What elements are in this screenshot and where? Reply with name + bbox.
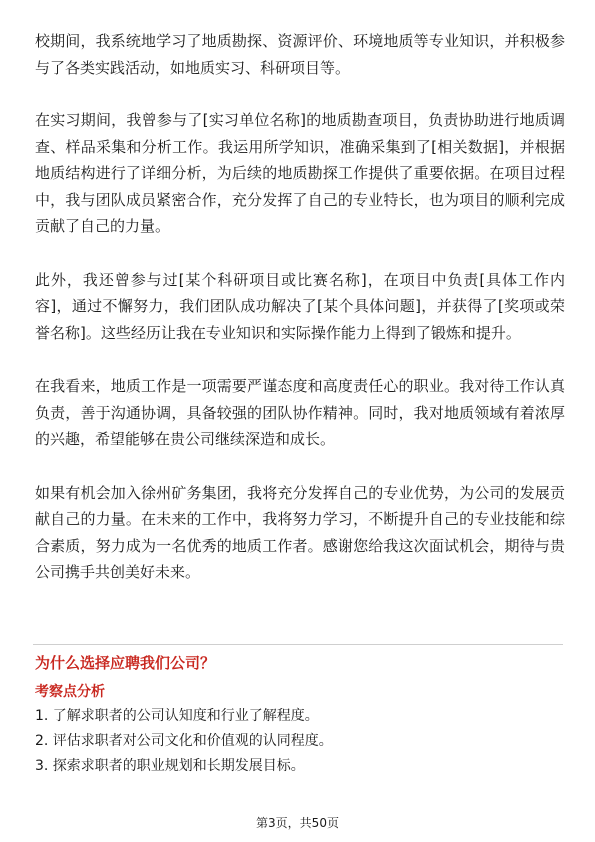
analysis-heading: 考察点分析 <box>35 684 105 700</box>
question-title: 为什么选择应聘我们公司？ <box>35 654 216 672</box>
page-number: 第3页，共50页 <box>256 816 339 830</box>
section-divider <box>33 644 563 645</box>
body-paragraph: 在实习期间，我曾参与了[实习单位名称]的地质勘查项目，负责协助进行地质调查、样品采集和分析工作。我运用所学知识，准确采集到了[相关数据]，并根据地质结构进行了详细分析，为后续的地质勘探工作提供了重要依据。在项目过程中，我与团队成员紧密合作，充分发挥了自己的专业特长，也为项目的顺利完成贡献了自己的力量。 <box>35 111 565 235</box>
answer-body <box>35 28 565 613</box>
question-section <box>35 652 565 779</box>
analysis-list <box>35 704 565 779</box>
body-paragraph: 在我看来，地质工作是一项需要严谨态度和高度责任心的职业。我对待工作认真负责，善于沟通协调，具备较强的团队协作精神。同时，我对地质领域有着浓厚的兴趣，希望能够在贵公司继续深造和成长。 <box>35 377 565 448</box>
list-item: 2. 评估求职者对公司文化和价值观的认同程度。 <box>35 733 333 749</box>
list-item: 1. 了解求职者的公司认知度和行业了解程度。 <box>35 708 319 724</box>
body-paragraph: 此外，我还曾参与过[某个科研项目或比赛名称]，在项目中负责[具体工作内容]，通过不懈努力，我们团队成功解决了[某个具体问题]，并获得了[奖项或荣誉名称]。这些经历让我在专业知识和实际操作能力上得到了锻炼和提升。 <box>35 270 565 342</box>
body-paragraph: 校期间，我系统地学习了地质勘探、资源评价、环境地质等专业知识，并积极参与了各类实践活动，如地质实习、科研项目等。 <box>35 32 565 77</box>
list-item: 3. 探索求职者的职业规划和长期发展目标。 <box>35 758 305 774</box>
body-paragraph: 如果有机会加入徐州矿务集团，我将充分发挥自己的专业优势，为公司的发展贡献自己的力量。在未来的工作中，我将努力学习，不断提升自己的专业技能和综合素质，努力成为一名优秀的地质工作者。感谢您给我这次面试机会，期待与贵公司携手共创美好未来。 <box>35 483 565 581</box>
